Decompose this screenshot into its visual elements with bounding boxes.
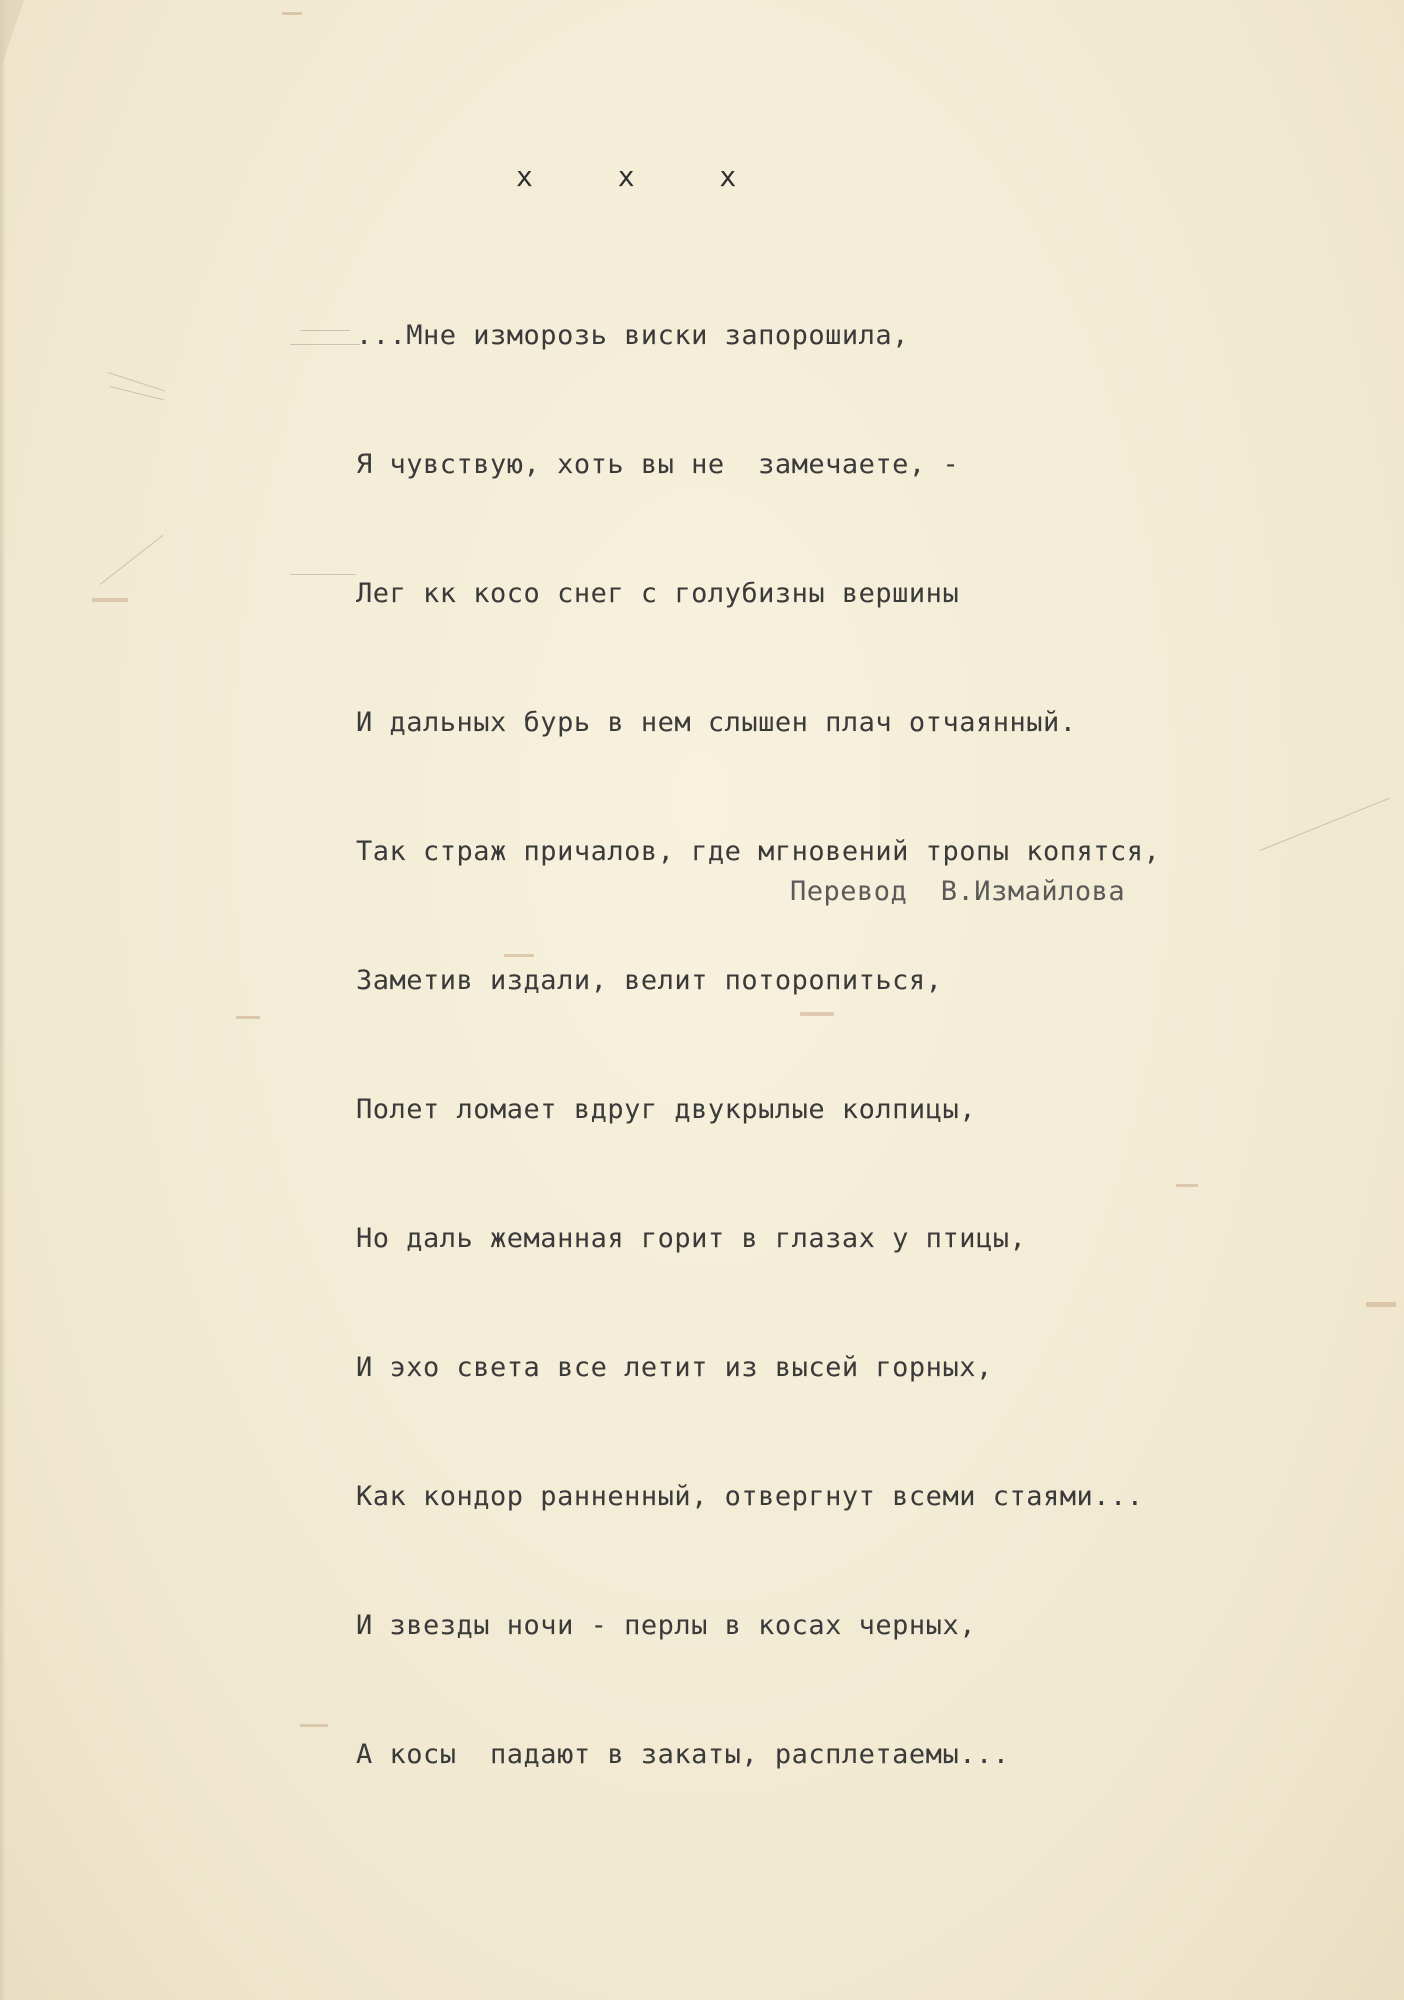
paper-stain bbox=[236, 1016, 260, 1019]
poem-line: Как кондор ранненный, отвергнут всеми стаями... bbox=[356, 1481, 1144, 1512]
paper-scratch bbox=[300, 330, 350, 331]
poem-line: Заметив издали, велит поторопиться, bbox=[356, 965, 943, 996]
paper-scratch bbox=[100, 535, 164, 585]
poem-line: И звезды ночи - перлы в косах черных, bbox=[356, 1610, 976, 1641]
paper-stain bbox=[92, 598, 128, 602]
poem-body bbox=[356, 228, 1160, 1862]
paper-stain bbox=[300, 1724, 328, 1727]
poem-line: И дальных бурь в нем слышен плач отчаянный. bbox=[356, 707, 1077, 738]
paper-scratch bbox=[290, 344, 360, 345]
poem-line: Лег кк косо снег с голубизны вершины bbox=[356, 578, 960, 609]
paper-scratch bbox=[1260, 798, 1390, 851]
paper-edge bbox=[0, 0, 6, 2000]
poem-line: Так страж причалов, где мгновений тропы копятся, bbox=[356, 836, 1161, 867]
paper-corner-fold bbox=[0, 0, 24, 70]
paper-stain bbox=[282, 12, 302, 15]
poem-heading: х х х bbox=[516, 160, 771, 193]
poem-line: Я чувствую, хоть вы не замечаете, - bbox=[356, 449, 960, 480]
translator-credit: Перевод В.Измайлова bbox=[790, 876, 1126, 907]
poem-line: Полет ломает вдруг двукрылые колпицы, bbox=[356, 1094, 976, 1125]
poem-line: И эхо света все летит из высей горных, bbox=[356, 1352, 993, 1383]
poem-line: ...Мне изморозь виски запорошила, bbox=[356, 320, 909, 351]
paper-stain bbox=[1366, 1302, 1396, 1307]
poem-line: Но даль жеманная горит в глазах у птицы, bbox=[356, 1223, 1027, 1254]
paper-stain bbox=[1176, 1184, 1198, 1187]
poem-line: А косы падают в закаты, расплетаемы... bbox=[356, 1739, 1010, 1770]
paper-scratch bbox=[290, 574, 356, 575]
